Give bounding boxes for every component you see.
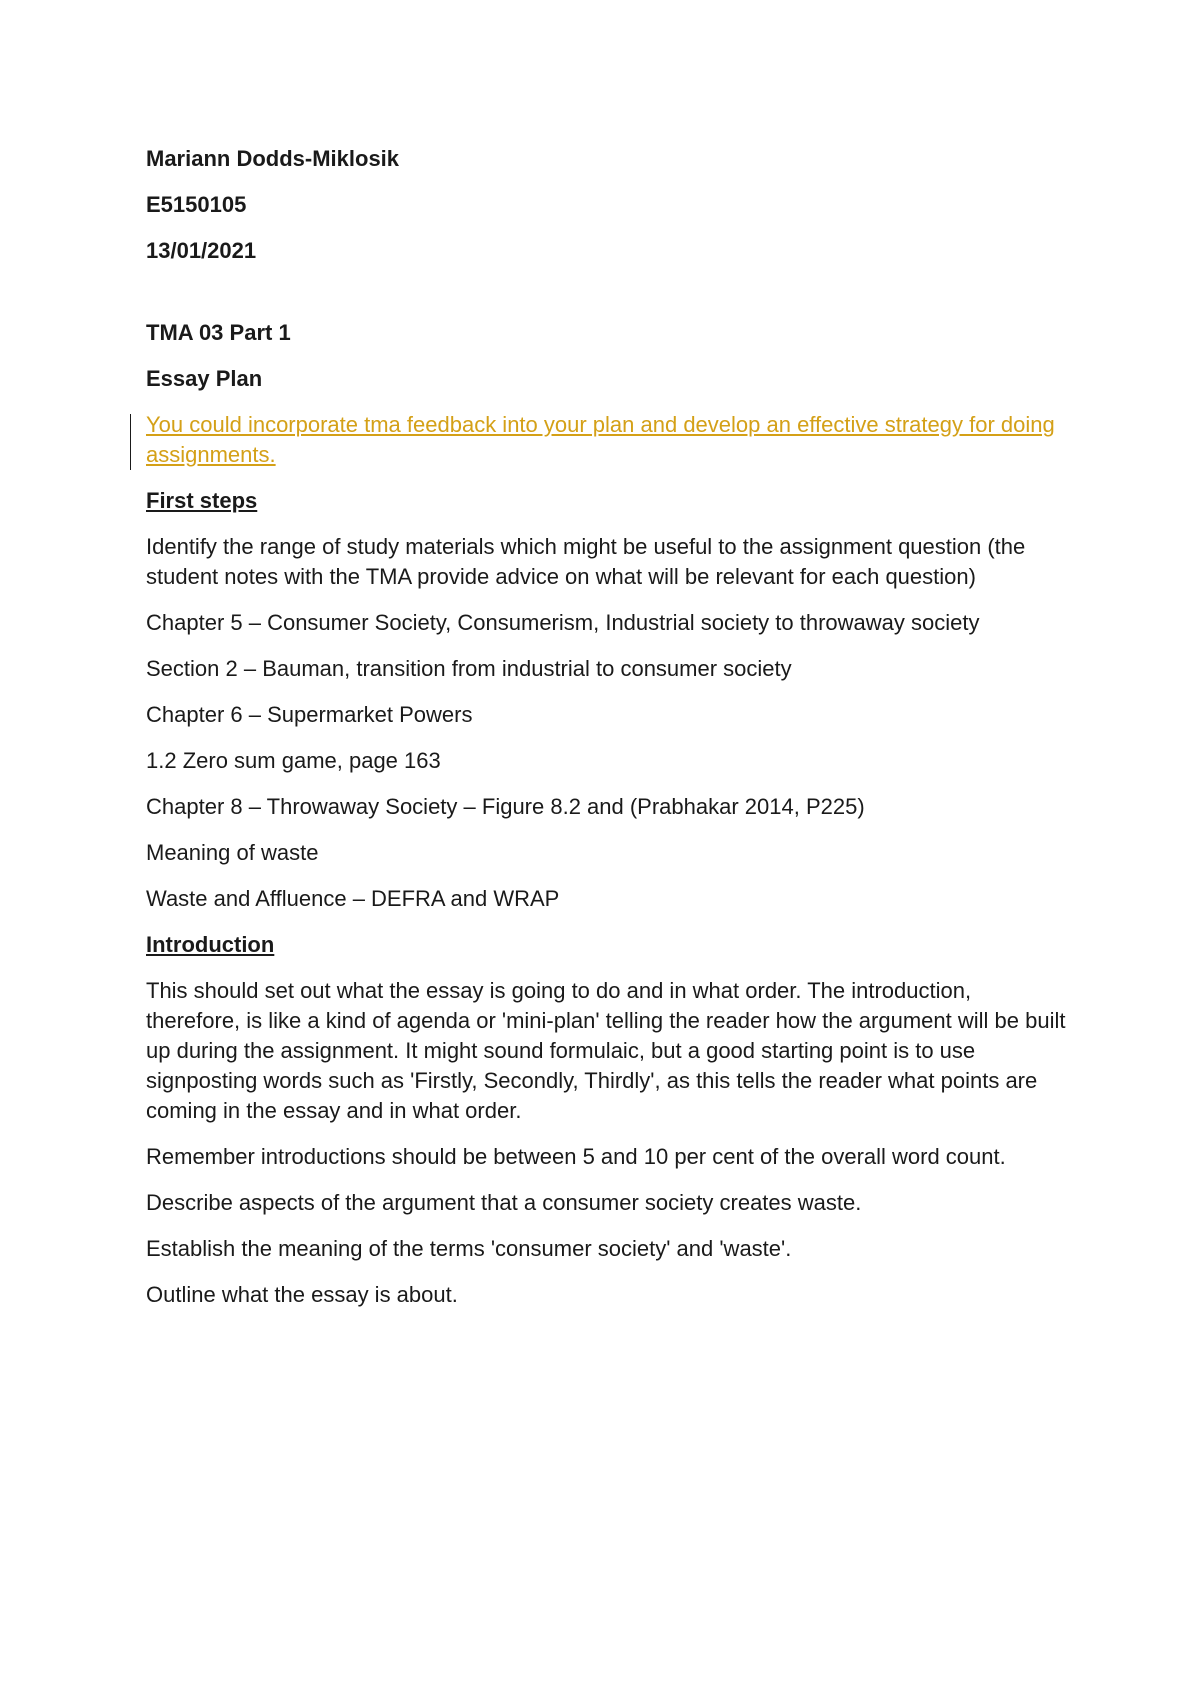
document-title: TMA 03 Part 1 (146, 320, 291, 345)
first-steps-paragraph: Chapter 6 – Supermarket Powers (146, 702, 473, 727)
first-steps-paragraph: 1.2 Zero sum game, page 163 (146, 748, 441, 773)
document-subtitle: Essay Plan (146, 366, 263, 391)
introduction-paragraph: Outline what the essay is about. (146, 1282, 458, 1307)
introduction-paragraph: Remember introductions should be between 5 and 10 per cent of the overall word count. (146, 1144, 1006, 1169)
first-steps-paragraph: Chapter 8 – Throwaway Society – Figure 8.2 and (Prabhakar 2014, P225) (146, 794, 865, 819)
first-steps-paragraph: Identify the range of study materials which might be useful to the assignment question (the student notes with the TMA provide advice on what will be relevant for each question) (146, 534, 1026, 589)
introduction-heading: Introduction (146, 932, 275, 957)
introduction-paragraph: Describe aspects of the argument that a consumer society creates waste. (146, 1190, 862, 1215)
revision-bar (130, 414, 131, 470)
first-steps-heading: First steps (146, 488, 258, 513)
first-steps-paragraph: Section 2 – Bauman, transition from industrial to consumer society (146, 656, 792, 681)
document-body (146, 144, 1066, 1326)
tracked-change-comment (146, 410, 1066, 470)
first-steps-paragraph: Waste and Affluence – DEFRA and WRAP (146, 886, 560, 911)
tracked-change-text: You could incorporate tma feedback into your plan and develop an effective strategy for doing assignments. (146, 412, 1055, 467)
author-name: Mariann Dodds-Miklosik (146, 146, 400, 171)
first-steps-paragraph: Chapter 5 – Consumer Society, Consumerism, Industrial society to throwaway society (146, 610, 980, 635)
introduction-paragraph: This should set out what the essay is going to do and in what order. The introduction, therefore, is like a kind of agenda or 'mini-plan' telling the reader how the argument will be built up during the assignment. It might sound formulaic, but a good starting point is to use signposting words such as 'Firstly, Secondly, Thirdly', as this tells the reader what points are coming in the essay and in what order. (146, 978, 1066, 1123)
student-id: E5150105 (146, 192, 247, 217)
first-steps-paragraph: Meaning of waste (146, 840, 319, 865)
introduction-paragraph: Establish the meaning of the terms 'consumer society' and 'waste'. (146, 1236, 792, 1261)
submission-date: 13/01/2021 (146, 238, 257, 263)
